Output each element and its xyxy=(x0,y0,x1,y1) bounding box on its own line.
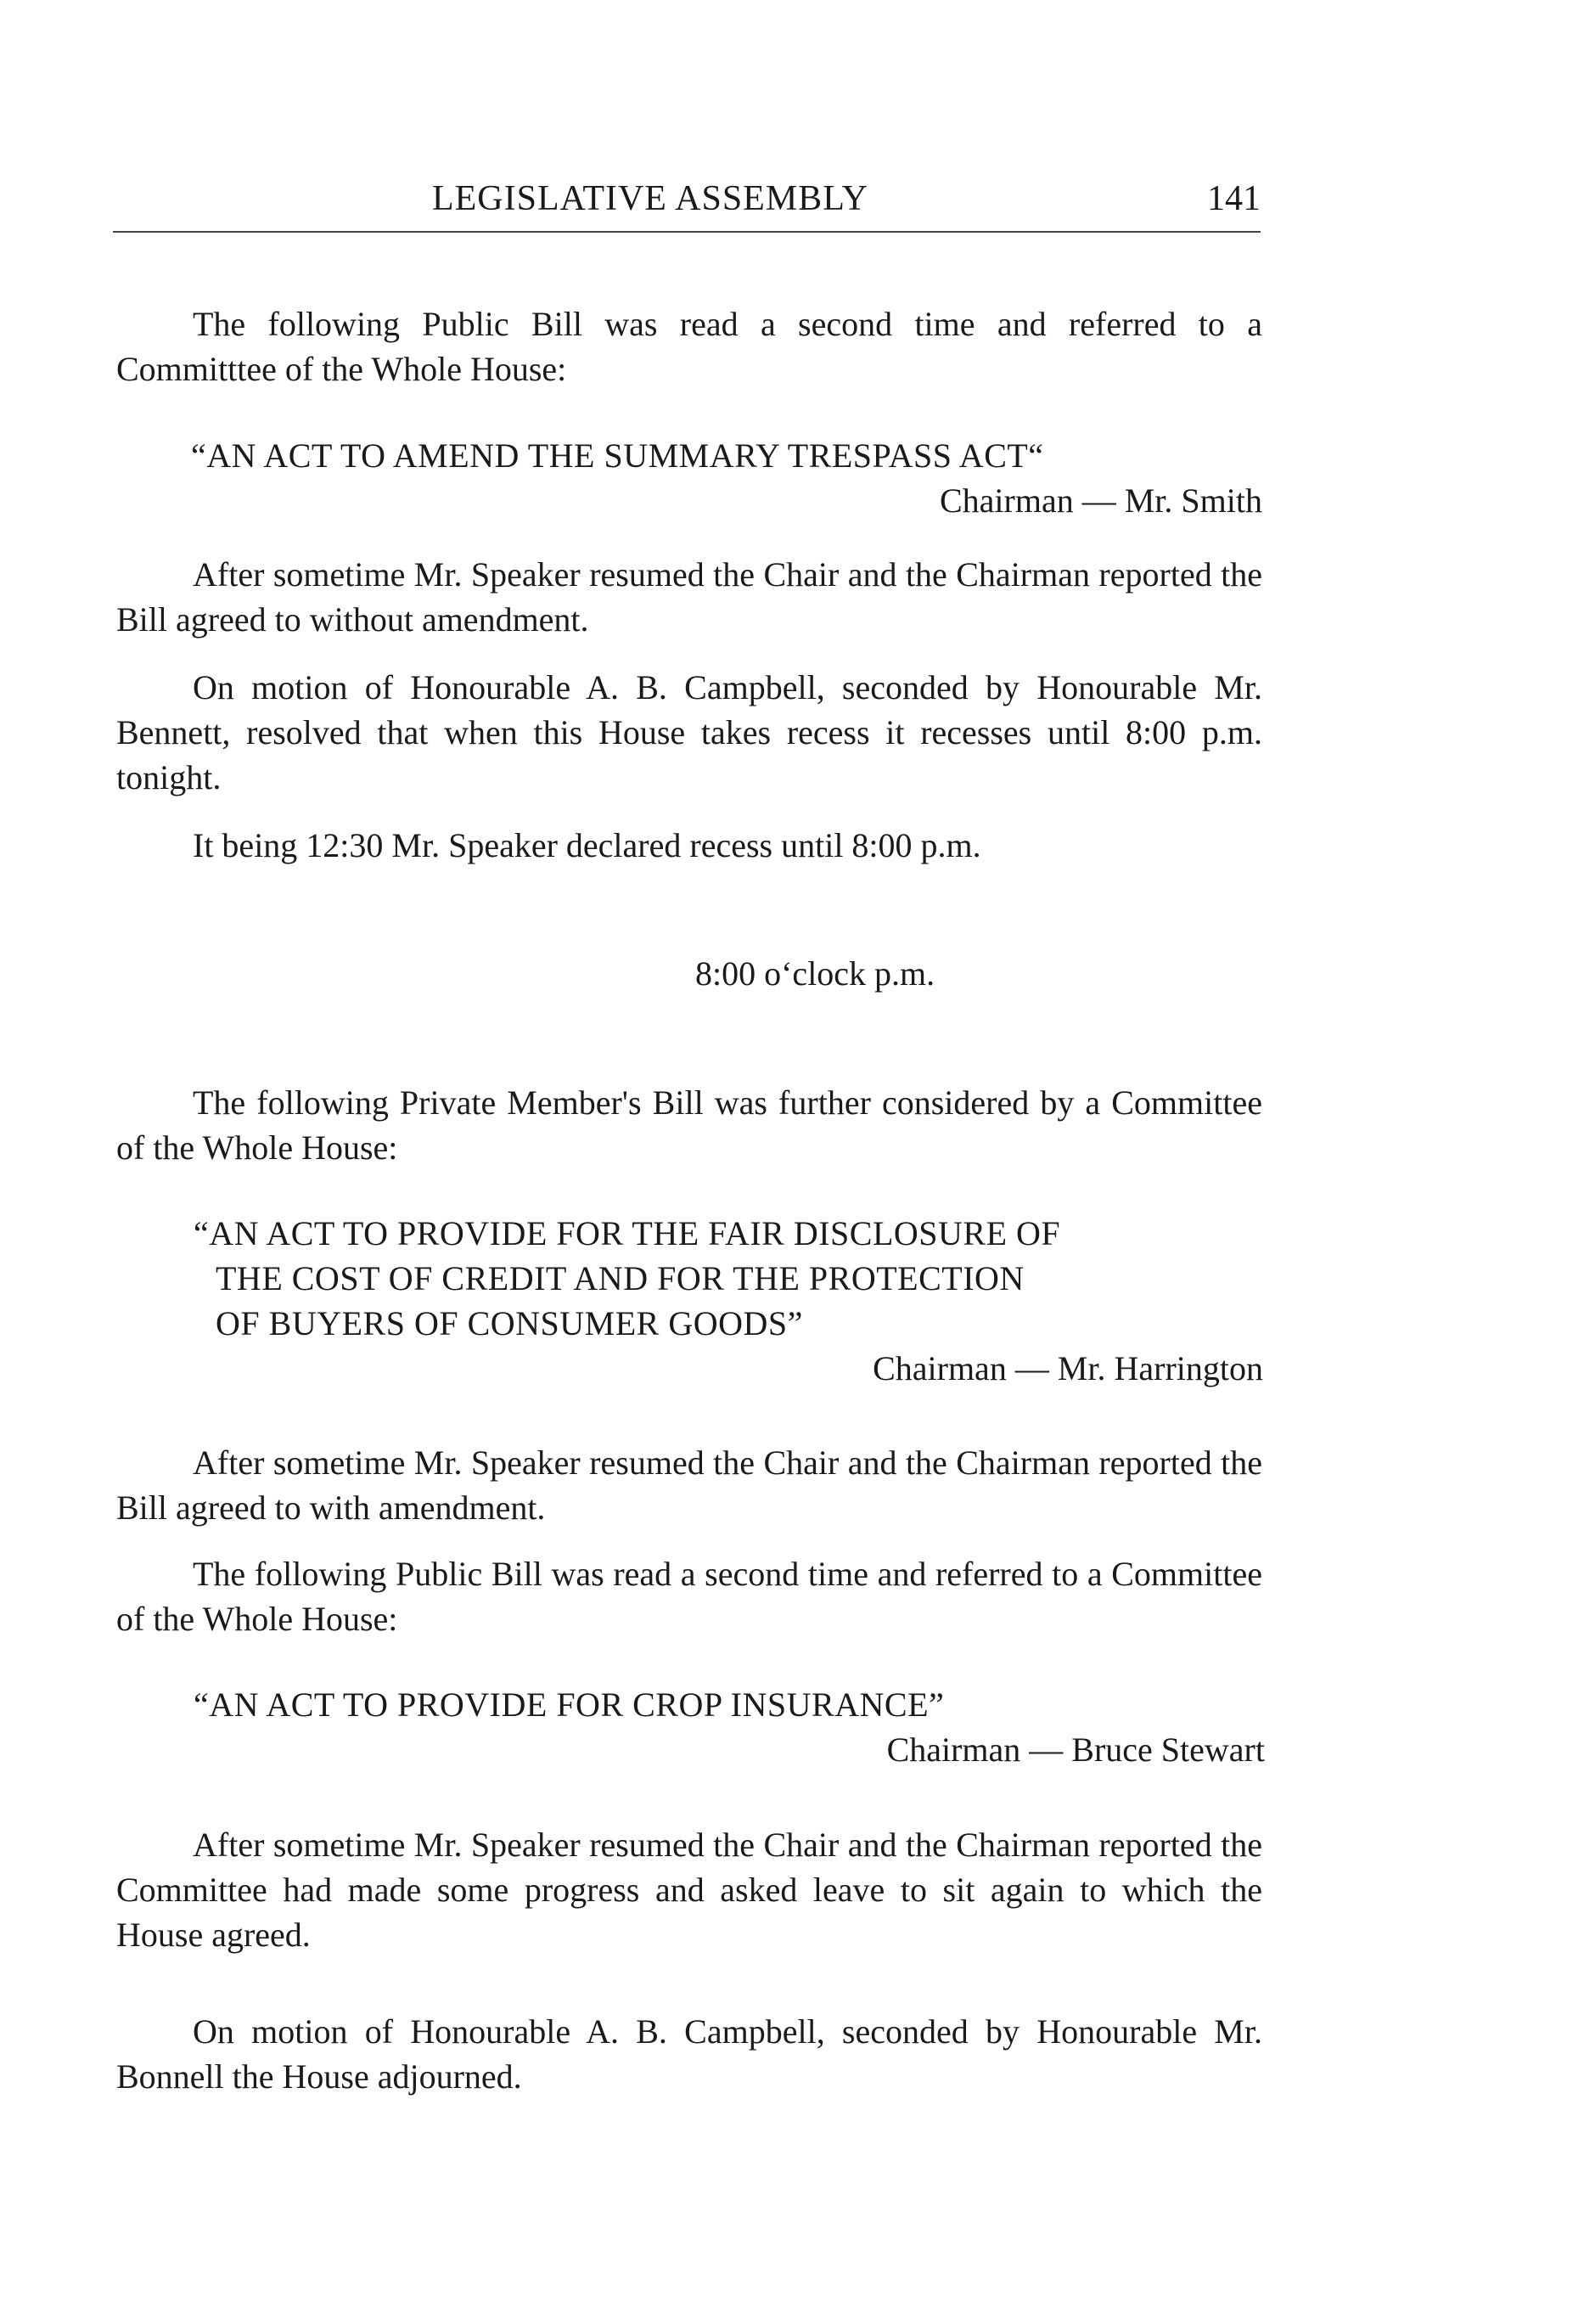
paragraph-recess-declared: It being 12:30 Mr. Speaker declared recess until 8:00 p.m. xyxy=(193,826,981,864)
chairman-harrington: Chairman — Mr. Harrington xyxy=(873,1349,1263,1387)
paragraph-bill-agreed: After sometime Mr. Speaker resumed the Chair and the Chairman reported the Bill agreed to without amendment. xyxy=(116,555,1262,639)
paragraph-private-bill: The following Private Member's Bill was further considered by a Committee of the Whole House: xyxy=(116,1083,1262,1167)
paragraph-public-bill-referral: The following Public Bill was read a second time and referred to a Committtee of the Whole House: xyxy=(116,305,1262,388)
paragraph-public-bill-crop: The following Public Bill was read a second time and referred to a Committee of the Whole House: xyxy=(116,1555,1262,1638)
page-header xyxy=(113,170,1261,233)
bill-title-credit-line-1: “AN ACT TO PROVIDE FOR THE FAIR DISCLOSURE OF xyxy=(194,1214,1061,1252)
paragraph-recess-motion: On motion of Honourable A. B. Campbell, seconded by Honourable Mr. Bennett, resolved that when this House takes recess it recesses until 8:00 p.m. tonight. xyxy=(116,668,1262,796)
paragraph-adjournment: On motion of Honourable A. B. Campbell, seconded by Honourable Mr. Bonnell the House adjourned. xyxy=(116,2012,1262,2096)
bill-title-credit-line-2: THE COST OF CREDIT AND FOR THE PROTECTION xyxy=(216,1259,1025,1297)
bill-title-credit-line-3: OF BUYERS OF CONSUMER GOODS” xyxy=(216,1304,803,1342)
chairman-smith: Chairman — Mr. Smith xyxy=(940,481,1262,520)
session-time-heading: 8:00 o‘clock p.m. xyxy=(695,954,935,993)
bill-title-trespass: “AN ACT TO AMEND THE SUMMARY TRESPASS ACT“ xyxy=(191,436,1044,475)
paragraph-bill-amended: After sometime Mr. Speaker resumed the Chair and the Chairman reported the Bill agreed to with amendment. xyxy=(116,1443,1262,1527)
running-title: LEGISLATIVE ASSEMBLY xyxy=(432,179,868,218)
page-number: 141 xyxy=(1207,179,1261,218)
chairman-stewart: Chairman — Bruce Stewart xyxy=(886,1730,1265,1769)
bill-title-crop-insurance: “AN ACT TO PROVIDE FOR CROP INSURANCE” xyxy=(194,1685,945,1724)
paragraph-progress-report: After sometime Mr. Speaker resumed the Chair and the Chairman reported the Committee had made some progress and asked leave to sit again to which the House agreed. xyxy=(116,1826,1262,1954)
